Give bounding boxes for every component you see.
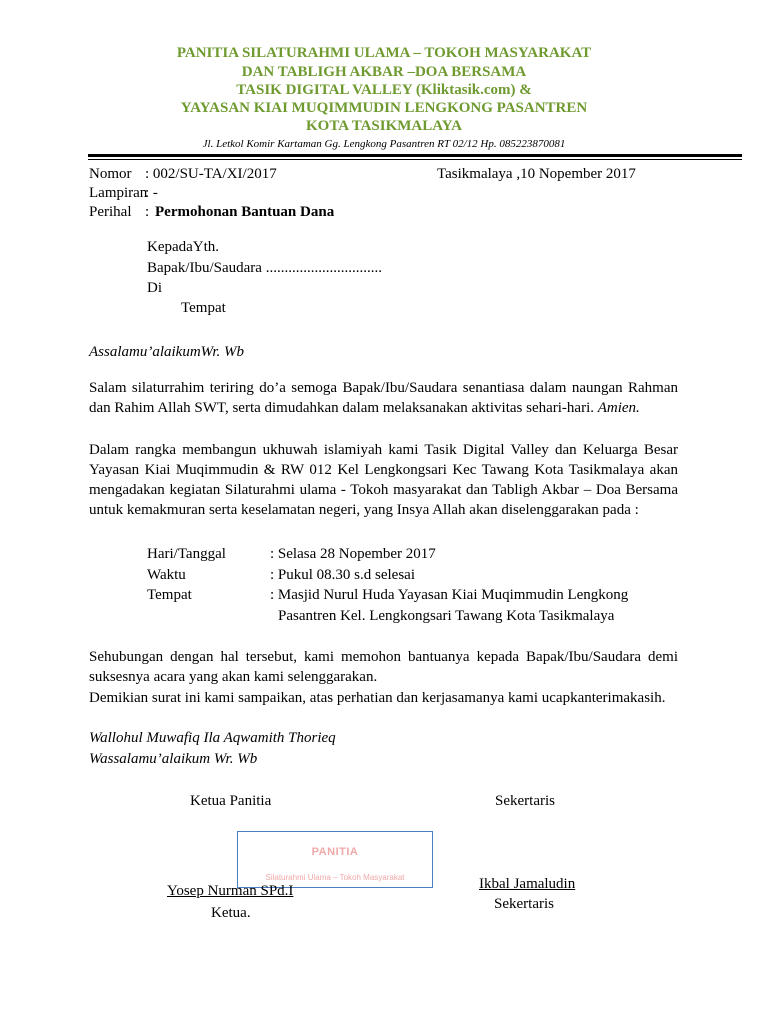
- lampiran-label: Lampiran: [89, 185, 148, 201]
- nomor-label: Nomor: [89, 166, 132, 182]
- letter-date: Tasikmalaya ,10 Nopember 2017: [437, 166, 636, 182]
- letterhead-line-4: YAYASAN KIAI MUQIMMUDIN LENGKONG PASANTREN: [180, 100, 588, 116]
- recipient-line-1: KepadaYth.: [147, 239, 220, 255]
- recipient-line-3: Di: [147, 280, 162, 296]
- stamp-subtitle: Silaturahmi Ulama – Tokoh Masyarakat: [265, 873, 405, 882]
- signature-left-title: Ketua.: [211, 905, 251, 921]
- stamp-title: PANITIA: [311, 846, 359, 858]
- signature-left-name: Yosep Nurman SPd.I: [167, 883, 294, 899]
- organizer-stamp: [237, 831, 433, 888]
- recipient-line-2: Bapak/Ibu/Saudara ...............................: [147, 260, 382, 276]
- paragraph-opening: [89, 378, 678, 418]
- letterhead-address: Jl. Letkol Komir Kartaman Gg. Lengkong Pasantren RT 02/12 Hp. 085223870081: [202, 138, 566, 150]
- schedule-place-value-2: Pasantren Kel. Lengkongsari Tawang Kota Tasikmalaya: [278, 608, 615, 624]
- schedule-day-label: Hari/Tanggal: [147, 546, 226, 562]
- nomor-value: : 002/SU-TA/XI/2017: [145, 166, 277, 182]
- paragraph-opening-text: Salam silaturrahim teriring do’a semoga Bapak/Ibu/Saudara senantiasa dalam naungan Rahman dan Rahim Allah SWT, serta dimudahkan dalam melaksanakan aktivitas sehari-hari.: [89, 380, 678, 416]
- paragraph-event: Dalam rangka membangun ukhuwah islamiyah kami Tasik Digital Valley dan Keluarga Besar Yayasan Kiai Muqimmudin & RW 012 Kel Lengkongsari Kec Tawang Kota Tasikmalaya akan mengadakan kegiatan Silaturahmi ulama - Tokoh masyarakat dan Tabligh Akbar – Doa Bersama untuk kemakmuran serta keselamatan negeri, yang Insya Allah akan diselenggarakan pada :: [89, 442, 678, 518]
- perihal-label: Perihal: [89, 204, 132, 220]
- letterhead-line-5: KOTA TASIKMALAYA: [305, 118, 463, 134]
- letterhead-line-3: TASIK DIGITAL VALLEY (Kliktasik.com) &: [236, 82, 532, 98]
- schedule-day-value: : Selasa 28 Nopember 2017: [270, 546, 436, 562]
- schedule-place-value-1: : Masjid Nurul Huda Yayasan Kiai Muqimmudin Lengkong: [270, 587, 629, 603]
- signature-left-role: Ketua Panitia: [190, 793, 272, 809]
- signature-right-title: Sekertaris: [494, 896, 554, 912]
- greeting: Assalamu’alaikumWr. Wb: [89, 344, 244, 360]
- letterhead-line-2: DAN TABLIGH AKBAR –DOA BERSAMA: [241, 64, 527, 80]
- closing-line-2: Wassalamu’alaikum Wr. Wb: [89, 751, 258, 767]
- letterhead-line-1: PANITIA SILATURAHMI ULAMA – TOKOH MASYARAKAT: [176, 45, 592, 61]
- signature-right-role: Sekertaris: [495, 793, 555, 809]
- paragraph-opening-amien: Amien.: [597, 400, 640, 416]
- paragraph-thanks: Demikian surat ini kami sampaikan, atas perhatian dan kerjasamanya kami ucapkanterimakasih.: [89, 690, 666, 706]
- perihal-value: Permohonan Bantuan Dana: [155, 204, 335, 220]
- signature-right-name: Ikbal Jamaludin: [479, 876, 576, 892]
- recipient-line-4: Tempat: [181, 300, 226, 316]
- lampiran-value: : -: [145, 185, 158, 201]
- perihal-colon: :: [145, 204, 150, 220]
- closing-line-1: Wallohul Muwafiq Ila Aqwamith Thorieq: [89, 730, 336, 746]
- schedule-time-label: Waktu: [147, 567, 186, 583]
- header-rule-thick: [88, 154, 742, 157]
- paragraph-request: Sehubungan dengan hal tersebut, kami memohon bantuanya kepada Bapak/Ibu/Saudara demi suksesnya acara yang akan kami selenggarakan.: [89, 649, 678, 685]
- header-rule-thin: [88, 159, 742, 160]
- schedule-time-value: : Pukul 08.30 s.d selesai: [270, 567, 415, 583]
- schedule-place-label: Tempat: [147, 587, 192, 603]
